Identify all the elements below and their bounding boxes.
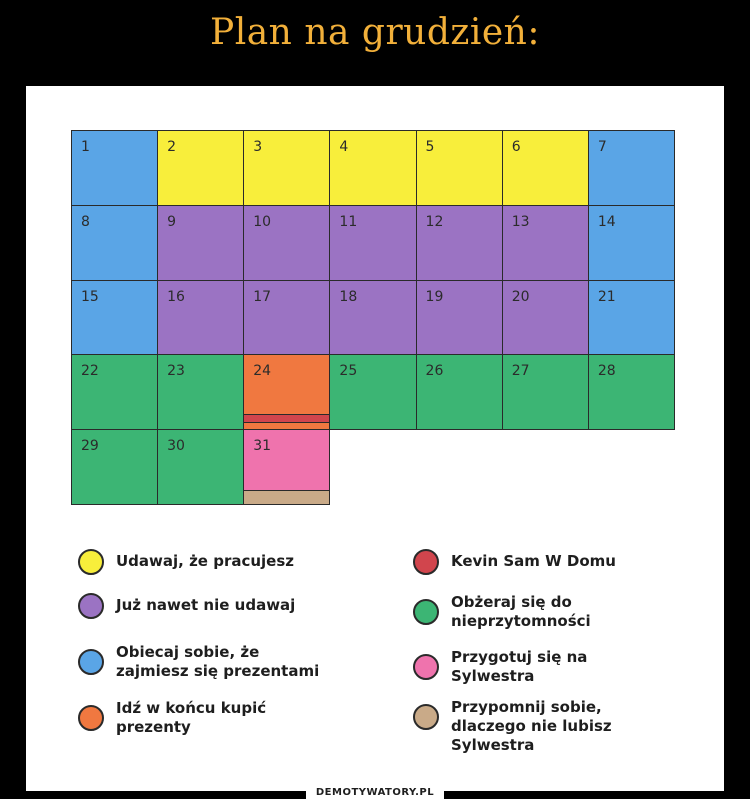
calendar-day-17 — [243, 280, 330, 356]
legend-dot-tan — [413, 704, 439, 730]
day-number: 25 — [339, 363, 358, 380]
legend-item-right-3 — [413, 698, 612, 755]
page-title: Plan na grudzień: — [209, 12, 540, 53]
day-number: 17 — [253, 288, 272, 305]
legend-dot-blue — [78, 649, 104, 675]
legend-dot-pink — [413, 654, 439, 680]
calendar-day-29 — [71, 429, 158, 505]
footer-watermark: DEMOTYWATORY.PL — [306, 785, 444, 799]
day-number: 24 — [253, 363, 272, 380]
legend-item-right-0 — [413, 552, 616, 575]
calendar-day-20 — [502, 280, 589, 356]
footer — [0, 780, 750, 799]
legend-label: Obżeraj się do nieprzytomności — [451, 593, 591, 630]
day-number: 3 — [253, 139, 263, 155]
day-number: 26 — [425, 363, 444, 380]
calendar-day-19 — [416, 280, 503, 356]
calendar-day-21 — [588, 280, 675, 356]
day-number: 14 — [597, 213, 616, 230]
calendar-day-13 — [502, 205, 589, 281]
legend-label: Obiecaj sobie, że zajmiesz się prezentami — [116, 643, 320, 680]
legend-dot-red — [413, 549, 439, 575]
legend-label: Udawaj, że pracujesz — [116, 552, 295, 570]
legend-dot-orange — [78, 705, 104, 731]
legend-item-left-1 — [78, 596, 295, 619]
calendar-day-22 — [71, 354, 158, 430]
calendar-day-3 — [243, 130, 330, 206]
day-number: 31 — [253, 438, 272, 455]
calendar-day-8 — [71, 205, 158, 281]
legend-item-right-1 — [413, 593, 591, 631]
legend-dot-purple — [78, 593, 104, 619]
day-number: 4 — [339, 139, 349, 155]
day-number: 11 — [339, 213, 358, 230]
day-number: 6 — [511, 139, 521, 155]
legend-item-right-2 — [413, 648, 587, 686]
day-number: 13 — [511, 213, 530, 230]
legend-label: Kevin Sam W Domu — [451, 552, 616, 570]
day-number: 7 — [597, 139, 607, 155]
calendar-day-5 — [416, 130, 503, 206]
calendar-day-4 — [329, 130, 416, 206]
day-number: 1 — [81, 139, 90, 155]
day-number: 22 — [81, 363, 99, 380]
calendar-day-6 — [502, 130, 589, 206]
legend-item-left-2 — [78, 643, 319, 681]
calendar-day-10 — [243, 205, 330, 281]
day-24-red-band — [243, 414, 330, 423]
calendar-day-18 — [329, 280, 416, 356]
day-number: 28 — [597, 363, 616, 380]
calendar-day-16 — [157, 280, 244, 356]
day-number: 10 — [253, 213, 272, 230]
legend-item-left-3 — [78, 699, 266, 737]
calendar-day-11 — [329, 205, 416, 281]
calendar-day-1 — [71, 130, 158, 206]
day-number: 30 — [167, 438, 185, 455]
calendar-day-30 — [157, 429, 244, 505]
calendar-day-26 — [416, 354, 503, 430]
calendar-day-14 — [588, 205, 675, 281]
calendar-day-27 — [502, 354, 589, 430]
day-number: 12 — [425, 213, 444, 230]
calendar-panel — [26, 86, 724, 791]
legend-dot-yellow — [78, 549, 104, 575]
legend-item-left-0 — [78, 552, 294, 575]
calendar-day-7 — [588, 130, 675, 206]
legend-label: Przygotuj się na Sylwestra — [451, 648, 588, 685]
day-number: 15 — [81, 288, 99, 305]
day-number: 2 — [167, 139, 177, 155]
day-number: 18 — [339, 288, 358, 305]
day-number: 5 — [425, 139, 435, 155]
day-number: 23 — [167, 363, 185, 380]
calendar-day-9 — [157, 205, 244, 281]
day-number: 27 — [511, 363, 530, 380]
day-number: 9 — [167, 213, 177, 230]
legend-dot-green — [413, 599, 439, 625]
calendar-day-28 — [588, 354, 675, 430]
calendar-day-12 — [416, 205, 503, 281]
day-number: 19 — [425, 288, 444, 305]
day-number: 21 — [597, 288, 616, 305]
calendar-day-23 — [157, 354, 244, 430]
legend-label: Idź w końcu kupić prezenty — [116, 699, 267, 736]
legend-label: Przypomnij sobie, dlaczego nie lubisz Sylwestra — [451, 698, 612, 754]
calendar-grid — [71, 130, 674, 504]
day-number: 29 — [81, 438, 99, 455]
calendar-day-2 — [157, 130, 244, 206]
calendar-day-25 — [329, 354, 416, 430]
day-number: 16 — [167, 288, 185, 305]
day-number: 8 — [81, 213, 90, 230]
calendar-day-15 — [71, 280, 158, 356]
legend-label: Już nawet nie udawaj — [116, 596, 296, 614]
day-31-tan-band — [243, 490, 330, 505]
day-number: 20 — [511, 288, 530, 305]
